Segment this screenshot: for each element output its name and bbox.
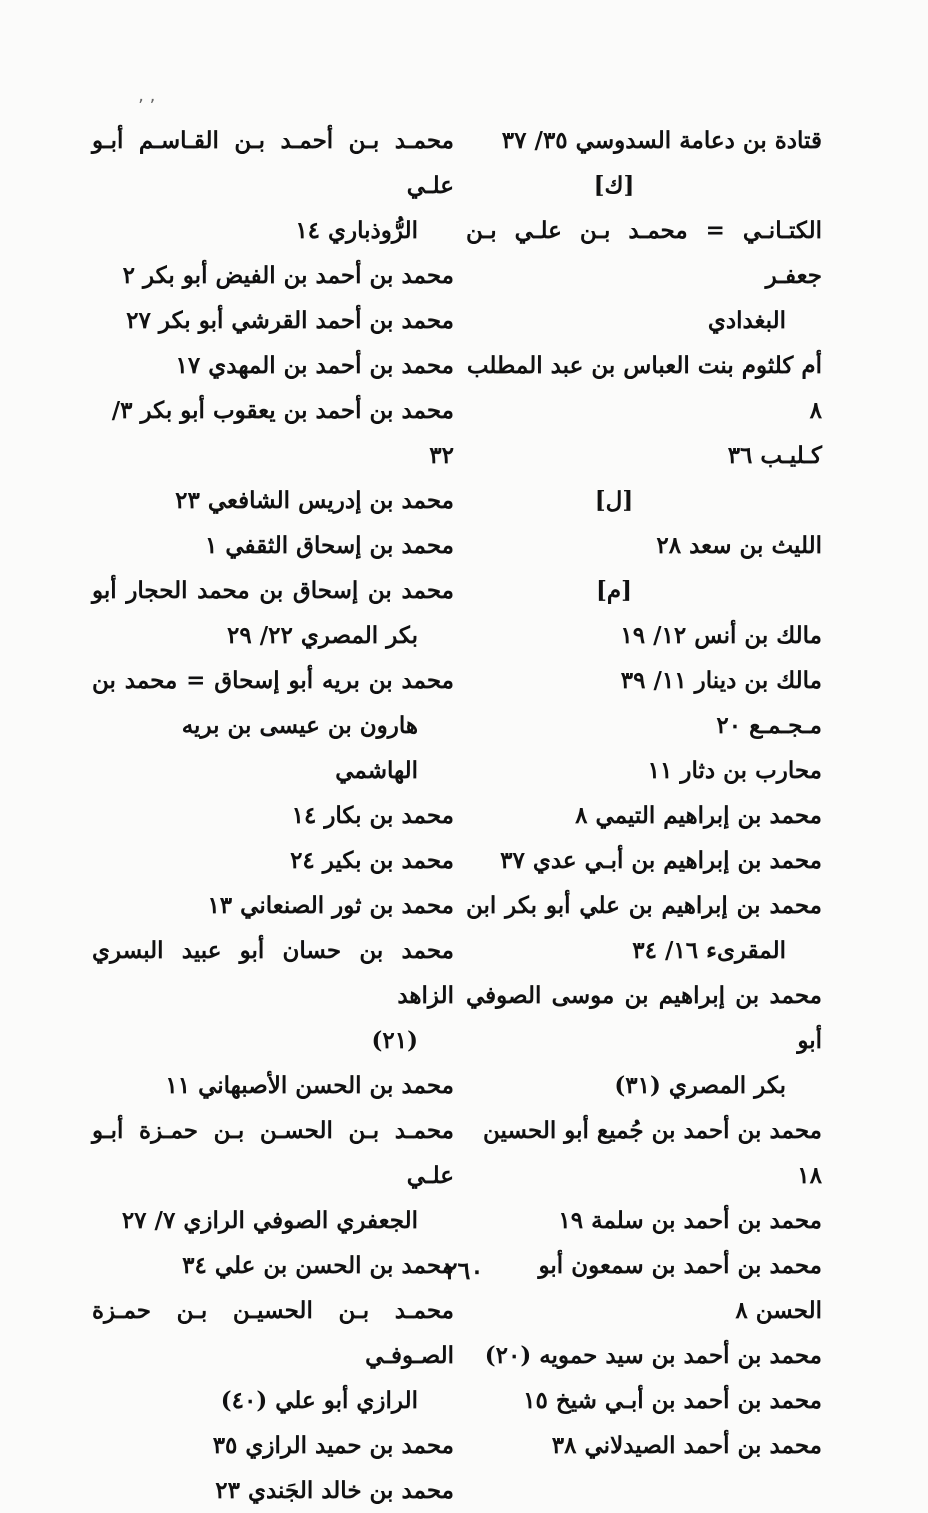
index-entry-text: محمد بن أحمد بن سلمة ١٩	[558, 1207, 822, 1234]
index-entry-text: محمد بن بريه أبو إسحاق = محمد بن	[92, 667, 454, 694]
index-entry	[466, 838, 822, 883]
index-entry-text: مالك بن دينار ١١/ ٣٩	[620, 667, 822, 694]
index-entry-text: محمد بن أحمد بن الفيض أبو بكر ٢	[122, 262, 454, 289]
index-entry-text: كـليـب ٣٦	[727, 442, 822, 469]
index-entry-continuation: البغدادي	[707, 307, 786, 334]
index-entry-text: محمـد بـن الحسيـن بـن حمـزة الصـوفـي	[92, 1297, 454, 1369]
index-entry	[92, 388, 454, 478]
index-entry-continuation: الجعفري الصوفي الرازي ٧/ ٢٧	[121, 1207, 418, 1234]
index-entry-text: أم كلثوم بنت العباس بن عبد المطلب ٨	[466, 352, 822, 424]
index-entry-text: محمد بن إبراهيم بن موسى الصوفي أبو	[466, 982, 822, 1054]
index-entry	[466, 523, 822, 568]
index-entry	[92, 1288, 454, 1423]
index-entry-text: محمد بن إدريس الشافعي ٢٣	[175, 487, 454, 514]
index-entry	[92, 343, 454, 388]
index-entry-text: محمد بن حسان أبو عبيد البسري الزاهد	[92, 937, 454, 1009]
index-entry	[466, 1378, 822, 1423]
index-entry	[466, 433, 822, 478]
index-entry	[466, 793, 822, 838]
index-entry-text: محارب بن دثار ١١	[647, 757, 822, 784]
index-entry-text: محمد بن أحمد بن جُميع أبو الحسين ١٨	[483, 1117, 822, 1189]
index-entry	[92, 1423, 454, 1468]
index-entry-text: [م]	[595, 577, 632, 604]
index-entry-text: محمد بن أحمد الصيدلاني ٣٨	[551, 1432, 822, 1459]
index-entry-text: قتادة بن دعامة السدوسي ٣٥/ ٣٧	[501, 127, 822, 154]
index-column-left	[92, 118, 454, 1513]
index-entry-continuation: الرازي أبو علي (٤٠)	[220, 1387, 418, 1414]
index-entry	[92, 118, 454, 253]
index-entry	[92, 1468, 454, 1513]
index-entry	[466, 703, 822, 748]
index-entry	[92, 253, 454, 298]
scan-mark: ٬ ٬	[138, 96, 156, 117]
index-entry	[466, 1108, 822, 1198]
index-entry	[466, 118, 822, 163]
index-entry-text: محمد بن بكار ١٤	[291, 802, 454, 829]
index-entry	[466, 748, 822, 793]
index-entry	[92, 838, 454, 883]
index-entry	[466, 208, 822, 343]
index-entry-text: محمد بن أحمد بن يعقوب أبو بكر ٣/ ٣٢	[111, 397, 454, 469]
index-entry-text: مـجـمـع ٢٠	[716, 712, 822, 739]
index-entry-text: محمد بن أحمد القرشي أبو بكر ٢٧	[126, 307, 454, 334]
index-entry-text: محمد بن بكير ٢٤	[290, 847, 454, 874]
index-entry-text: [ل]	[594, 487, 634, 514]
index-entry	[466, 883, 822, 973]
index-entry	[92, 793, 454, 838]
index-entry-text: محمد بن الحسن بن علي ٣٤	[182, 1252, 454, 1279]
index-entry-text: الليث بن سعد ٢٨	[656, 532, 822, 559]
index-entry	[466, 1198, 822, 1243]
index-entry-text: محمد بن حميد الرازي ٣٥	[212, 1432, 454, 1459]
index-entry-text: محمد بن أحمد بن أبـي شيخ ١٥	[523, 1387, 822, 1414]
index-entry-text: محمد بن إبراهيم بن علي أبو بكر ابن	[466, 892, 822, 919]
index-entry-text: محمد بن أحمد بن سيد حمويه (٢٠)	[484, 1342, 822, 1369]
index-entry	[92, 928, 454, 1063]
index-entry-text: محمد بن إسحاق بن محمد الحجار أبو	[92, 577, 454, 604]
index-entry	[466, 658, 822, 703]
index-letter-header	[466, 478, 822, 523]
index-entry	[466, 613, 822, 658]
index-entry	[466, 1423, 822, 1468]
index-entry	[92, 1063, 454, 1108]
index-entry-text: محمد بن أحمد بن المهدي ١٧	[175, 352, 454, 379]
index-entry-continuation: بكر المصري (٣١)	[614, 1072, 786, 1099]
index-entry	[92, 1108, 454, 1243]
index-entry	[92, 568, 454, 658]
index-entry	[92, 478, 454, 523]
index-entry-continuation: (٢١)	[371, 1027, 418, 1054]
index-entry	[92, 298, 454, 343]
index-entry-text: مالك بن أنس ١٢/ ١٩	[620, 622, 822, 649]
index-entry-text: محمد بن إبراهيم التيمي ٨	[575, 802, 822, 829]
index-entry-text: الكتـانـي = محمـد بـن علـي بـن جعفـر	[466, 217, 822, 289]
index-entry	[466, 343, 822, 433]
index-letter-header	[466, 163, 822, 208]
index-entry-text: محمـد بـن أحمـد بـن القـاسـم أبـو علـي	[92, 127, 454, 199]
index-entry-text: محمد بن خالد الجَندي ٢٣	[215, 1477, 454, 1504]
index-entry-text: محمد بن إسحاق الثقفي ١	[205, 532, 454, 559]
index-entry-text: محمد بن ثور الصنعاني ١٣	[207, 892, 454, 919]
index-entry-continuation: هارون بن عيسى بن بريه الهاشمي	[181, 712, 418, 784]
page-number: ٢٦٠	[444, 1256, 484, 1285]
index-entry	[92, 658, 454, 793]
index-entry-text: محمد بن إبراهيم بن أبـي عدي ٣٧	[500, 847, 822, 874]
index-entry	[92, 883, 454, 928]
index-entry	[466, 1333, 822, 1378]
index-entry	[92, 523, 454, 568]
index-entry-text: محمد بن الحسن الأصبهاني ١١	[165, 1072, 454, 1099]
index-entry-text: محمـد بـن الحسـن بـن حمـزة أبـو علـي	[92, 1117, 454, 1189]
index-letter-header	[466, 568, 822, 613]
index-entry	[466, 973, 822, 1108]
index-entry-continuation: المقرىء ١٦/ ٣٤	[632, 937, 786, 964]
index-entry-continuation: بكر المصري ٢٢/ ٢٩	[226, 622, 418, 649]
index-entry-text: محمد بن أحمد بن سمعون أبو الحسن ٨	[538, 1252, 822, 1324]
index-entry-text: [ك]	[593, 172, 635, 199]
index-entry-continuation: الرُّوذباري ١٤	[295, 217, 418, 244]
